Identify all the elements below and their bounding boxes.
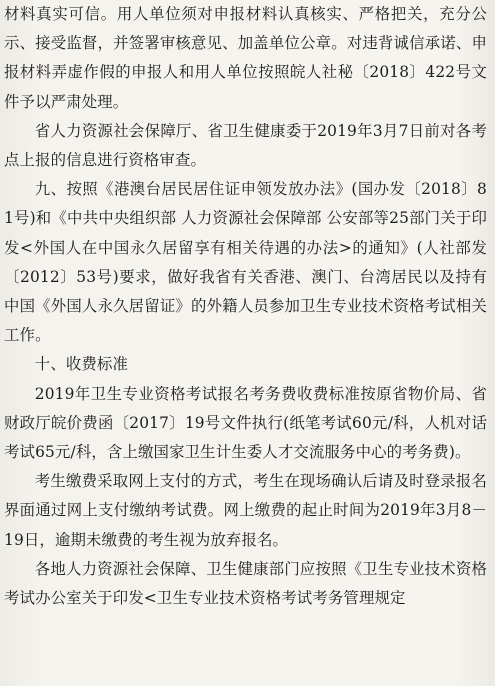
- paragraph-online-payment: 考生缴费采取网上支付的方式，考生在现场确认后请及时登录报名界面通过网上支付缴纳考试费。网上缴费的起止时间为2019年3月8－19日，逾期未缴费的考生视为放弃报名。: [4, 472, 487, 549]
- paragraph-qualification-review: 省人力资源社会保障厅、省卫生健康委于2019年3月7日前对各考点上报的信息进行资格审查。: [4, 121, 487, 170]
- paragraph-exam-management: 各地人力资源社会保障、卫生健康部门应按照《卫生专业技术资格考试办公室关于印发<卫生专业技术资格考试考务管理规定: [4, 559, 487, 608]
- paragraph-material-verification: 材料真实可信。用人单位须对申报材料认真核实、严格把关，充分公示、接受监督，并签署审核意见、加盖单位公章。对违背诚信承诺、申报材料弄虚作假的申报人和用人单位按照皖人社秘〔2018〕422号文件予以严肃处理。: [4, 5, 487, 111]
- section-heading-fee-standard: 十、收费标准: [34, 355, 129, 374]
- paragraph-item-nine: 九、按照《港澳台居民居住证申领发放办法》(国办发〔2018〕81号)和《中共中央组织部 人力资源社会保障部 公安部等25部门关于印发<外国人在中国永久居留享有相关待遇的办法>的通知》(人社部发〔2012〕53号)要求，做好我省有关香港、澳门、台湾居民以及持有中国《外国人永久居留证》的外籍人员参加卫生专业技术资格考试相关工作。: [4, 180, 487, 345]
- paragraph-fee-standard: 2019年卫生专业资格考试报名考务费收费标准按原省物价局、省财政厅皖价费函〔2017〕19号文件执行(纸笔考试60元/科，人机对话考试65元/科，含上缴国家卫生计生委人才交流服务中心的考务费)。: [4, 384, 487, 462]
